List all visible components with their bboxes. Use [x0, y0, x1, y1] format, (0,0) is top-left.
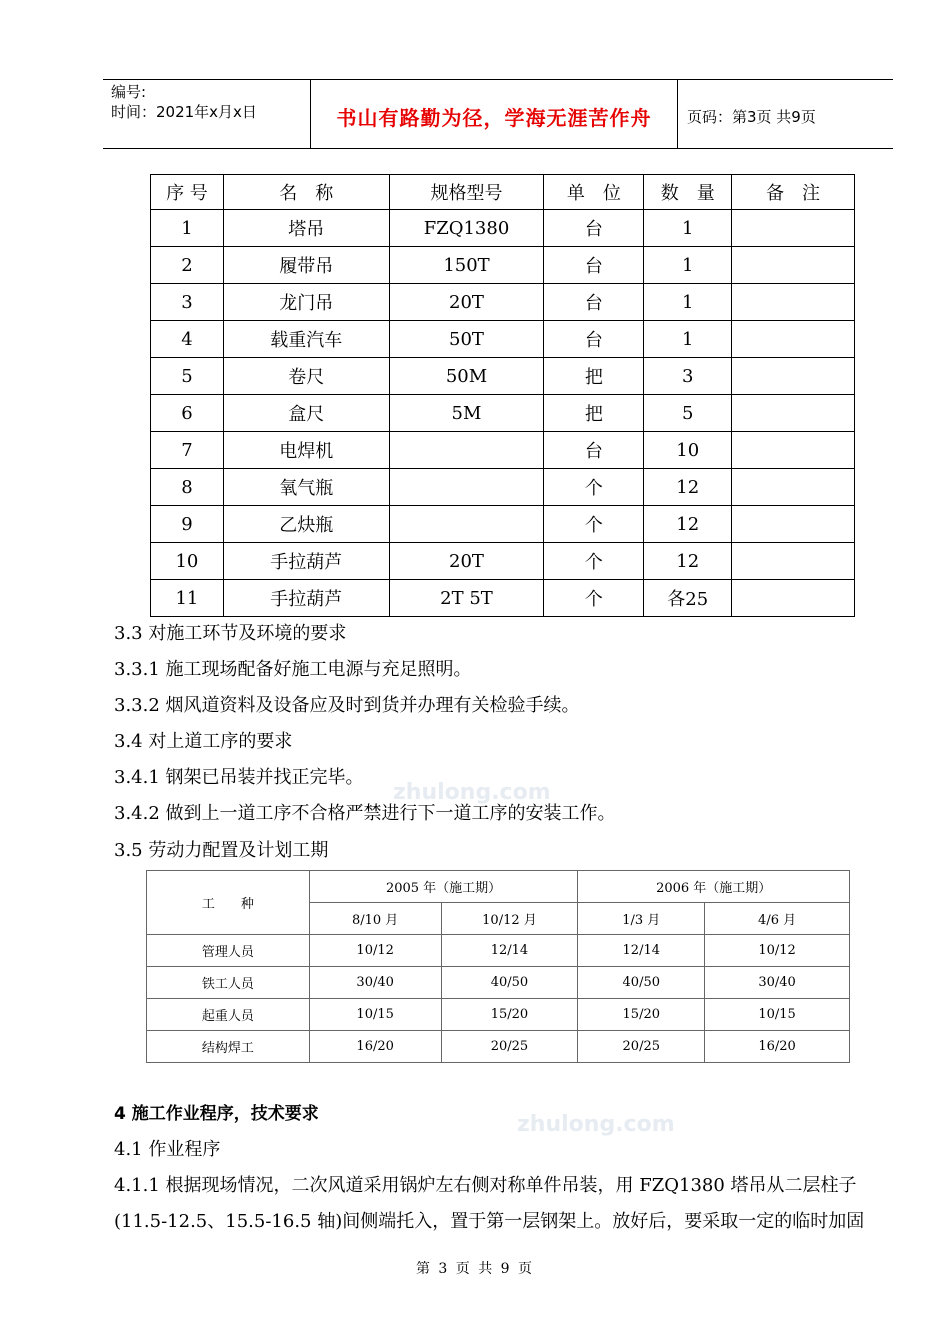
table-cell: 50M — [389, 358, 544, 395]
table-cell: 台 — [544, 284, 644, 321]
header-cell: 名 称 — [223, 175, 389, 210]
table-cell: 把 — [544, 358, 644, 395]
staff-cell: 10/12 — [705, 935, 850, 967]
time-label: 时间：2021年x月x日 — [111, 103, 257, 121]
table-cell — [732, 247, 855, 284]
section-3-3: 3.3 对施工环节及环境的要求 — [114, 623, 347, 644]
header-cell: 数 量 — [644, 175, 732, 210]
table-cell — [732, 321, 855, 358]
table-cell: 3 — [151, 284, 224, 321]
table-row — [151, 321, 855, 358]
table-cell: 个 — [544, 543, 644, 580]
table-row — [151, 543, 855, 580]
table-cell — [732, 284, 855, 321]
table-row — [151, 247, 855, 284]
staff-cell: 30/40 — [309, 967, 441, 999]
year-header: 2006 年（施工期） — [578, 871, 850, 903]
section-3-4: 3.4 对上道工序的要求 — [114, 731, 293, 752]
table-cell — [732, 543, 855, 580]
table-cell: 1 — [644, 284, 732, 321]
table-cell: 150T — [389, 247, 544, 284]
table-cell: 1 — [644, 247, 732, 284]
table-cell: 氧气瓶 — [223, 469, 389, 506]
table-cell: 台 — [544, 432, 644, 469]
staff-cell: 40/50 — [578, 967, 705, 999]
table-cell: 个 — [544, 580, 644, 617]
table-cell: 1 — [644, 321, 732, 358]
header-cell: 单 位 — [544, 175, 644, 210]
staff-cell: 10/15 — [705, 999, 850, 1031]
table-cell — [389, 506, 544, 543]
table-cell: 11 — [151, 580, 224, 617]
staff-cell: 16/20 — [309, 1031, 441, 1063]
table-cell — [732, 506, 855, 543]
table-cell: 9 — [151, 506, 224, 543]
equipment-table — [150, 174, 855, 617]
header-divider — [677, 80, 678, 148]
month-header: 8/10 月 — [309, 903, 441, 935]
labor-table — [146, 870, 850, 1063]
table-cell: 履带吊 — [223, 247, 389, 284]
table-cell: 20T — [389, 543, 544, 580]
table-cell — [732, 210, 855, 247]
staff-cell: 40/50 — [441, 967, 578, 999]
header-cell: 备 注 — [732, 175, 855, 210]
table-cell: 4 — [151, 321, 224, 358]
table-row — [151, 580, 855, 617]
table-cell: 手拉葫芦 — [223, 580, 389, 617]
page-footer: 第 3 页 共 9 页 — [415, 1261, 535, 1277]
staff-cell: 15/20 — [441, 999, 578, 1031]
table-row — [151, 284, 855, 321]
trade-cell: 结构焊工 — [147, 1031, 310, 1063]
trade-cell: 铁工人员 — [147, 967, 310, 999]
table-cell: 7 — [151, 432, 224, 469]
table-cell: 电焊机 — [223, 432, 389, 469]
table-cell: 5M — [389, 395, 544, 432]
staff-cell: 12/14 — [578, 935, 705, 967]
table-cell: 5 — [644, 395, 732, 432]
table-cell: 手拉葫芦 — [223, 543, 389, 580]
table-cell — [732, 469, 855, 506]
section-3-4-2: 3.4.2 做到上一道工序不合格严禁进行下一道工序的安装工作。 — [114, 803, 616, 824]
labor-year-row — [147, 871, 850, 903]
table-cell: 塔吊 — [223, 210, 389, 247]
table-cell: 10 — [644, 432, 732, 469]
table-cell: 台 — [544, 210, 644, 247]
header-page-info: 页码：第3页 共9页 — [687, 108, 816, 126]
number-label: 编号: — [111, 83, 147, 101]
month-header: 10/12 月 — [441, 903, 578, 935]
table-row — [151, 432, 855, 469]
equipment-table-header — [151, 175, 855, 210]
staff-cell: 10/15 — [309, 999, 441, 1031]
watermark: zhulong.com — [517, 1112, 675, 1137]
table-row — [151, 358, 855, 395]
labor-corner-cell: 工 种 — [147, 871, 310, 935]
table-cell: 20T — [389, 284, 544, 321]
table-cell: 2 — [151, 247, 224, 284]
table-cell: 12 — [644, 506, 732, 543]
table-cell: 12 — [644, 543, 732, 580]
table-cell — [732, 432, 855, 469]
table-row — [151, 395, 855, 432]
table-cell — [732, 358, 855, 395]
table-row — [147, 1031, 850, 1063]
staff-cell: 15/20 — [578, 999, 705, 1031]
table-cell: 50T — [389, 321, 544, 358]
section-3-3-2: 3.3.2 烟风道资料及设备应及时到货并办理有关检验手续。 — [114, 695, 580, 716]
table-cell: 卷尺 — [223, 358, 389, 395]
staff-cell: 12/14 — [441, 935, 578, 967]
table-row — [151, 506, 855, 543]
header-motto: 书山有路勤为径，学海无涯苦作舟 — [336, 106, 652, 130]
table-cell: 12 — [644, 469, 732, 506]
table-row — [147, 967, 850, 999]
table-cell: 6 — [151, 395, 224, 432]
table-cell: 台 — [544, 321, 644, 358]
table-cell: 2T 5T — [389, 580, 544, 617]
section-4-heading: 4 施工作业程序，技术要求 — [114, 1104, 319, 1124]
table-cell: 5 — [151, 358, 224, 395]
table-cell: 1 — [644, 210, 732, 247]
table-row — [147, 999, 850, 1031]
table-row — [151, 210, 855, 247]
table-cell — [732, 580, 855, 617]
table-cell: 10 — [151, 543, 224, 580]
table-cell: 个 — [544, 469, 644, 506]
table-cell: 个 — [544, 506, 644, 543]
month-header: 1/3 月 — [578, 903, 705, 935]
table-row — [147, 935, 850, 967]
section-4-1-1-line1: 4.1.1 根据现场情况，二次风道采用锅炉左右侧对称单件吊装，用 FZQ1380 塔吊从二层柱子 — [114, 1175, 857, 1196]
table-cell: 载重汽车 — [223, 321, 389, 358]
section-3-5: 3.5 劳动力配置及计划工期 — [114, 840, 329, 861]
table-cell: 台 — [544, 247, 644, 284]
month-header: 4/6 月 — [705, 903, 850, 935]
table-cell — [389, 432, 544, 469]
table-cell — [389, 469, 544, 506]
staff-cell: 20/25 — [441, 1031, 578, 1063]
table-cell: 各25 — [644, 580, 732, 617]
section-4-1-1-line2: (11.5-12.5、15.5-16.5 轴)间侧端托入，置于第一层钢架上。放好后，要采取一定的临时加固 — [114, 1211, 865, 1232]
table-cell — [732, 395, 855, 432]
section-3-4-1: 3.4.1 钢架已吊装并找正完毕。 — [114, 767, 364, 788]
table-cell: 乙炔瓶 — [223, 506, 389, 543]
table-cell: 把 — [544, 395, 644, 432]
table-cell: 8 — [151, 469, 224, 506]
table-cell: 盒尺 — [223, 395, 389, 432]
trade-cell: 起重人员 — [147, 999, 310, 1031]
staff-cell: 10/12 — [309, 935, 441, 967]
table-cell: 龙门吊 — [223, 284, 389, 321]
staff-cell: 30/40 — [705, 967, 850, 999]
page-header — [103, 79, 893, 149]
section-4-1: 4.1 作业程序 — [114, 1139, 221, 1160]
watermark: zhulong.com — [393, 780, 551, 805]
section-3-3-1: 3.3.1 施工现场配备好施工电源与充足照明。 — [114, 659, 472, 680]
year-header: 2005 年（施工期） — [309, 871, 578, 903]
header-meta — [111, 82, 257, 122]
trade-cell: 管理人员 — [147, 935, 310, 967]
header-cell: 规格型号 — [389, 175, 544, 210]
table-row — [151, 469, 855, 506]
staff-cell: 16/20 — [705, 1031, 850, 1063]
table-cell: 3 — [644, 358, 732, 395]
table-cell: FZQ1380 — [389, 210, 544, 247]
header-cell: 序 号 — [151, 175, 224, 210]
staff-cell: 20/25 — [578, 1031, 705, 1063]
table-cell: 1 — [151, 210, 224, 247]
